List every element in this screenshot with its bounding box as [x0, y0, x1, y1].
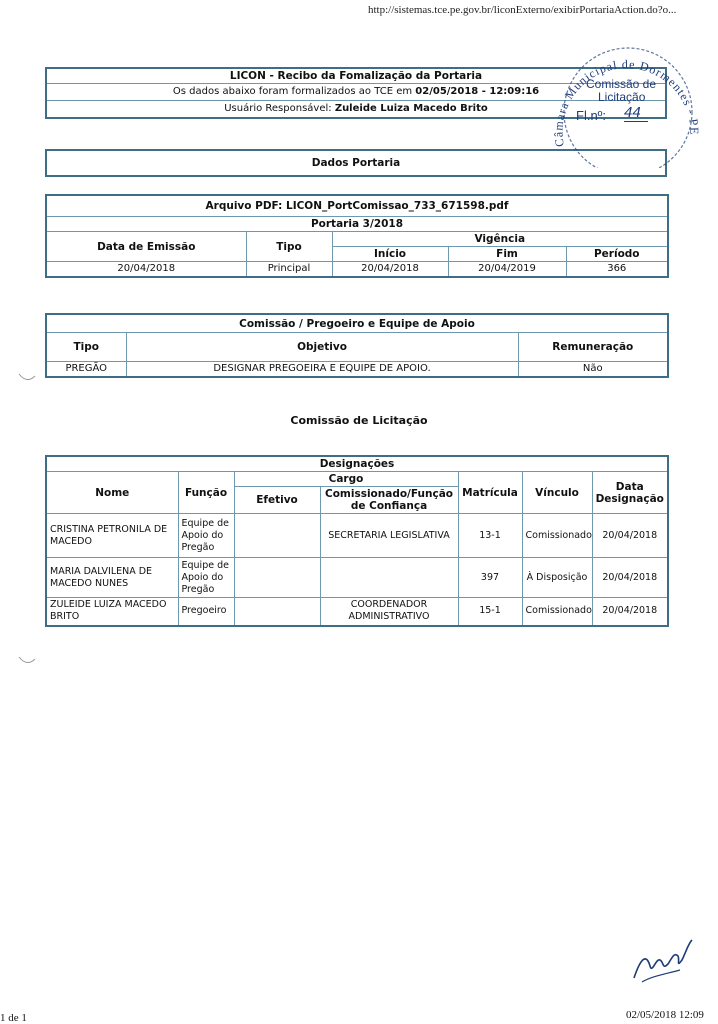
- funcao-cell: Equipe de Apoio do Pregão: [178, 514, 234, 558]
- matricula-cell: 397: [458, 558, 522, 598]
- col-data-designacao: Data Designação: [592, 472, 668, 514]
- punch-hole-icon: [18, 655, 36, 665]
- col-fim: Fim: [448, 247, 566, 262]
- col-objetivo: Objetivo: [126, 333, 518, 362]
- formalized-prefix: Os dados abaixo foram formalizados ao TCE em: [172, 86, 413, 97]
- licitacao-title: Comissão de Licitação: [290, 414, 428, 427]
- stamp-ring-text: Câmara Municipal de Dormentes - PE: [551, 57, 702, 148]
- user-prefix: Usuário Responsável:: [224, 103, 332, 114]
- objetivo-value: DESIGNAR PREGOEIRA E EQUIPE DE APOIO.: [126, 362, 518, 378]
- table-row: [46, 598, 668, 626]
- nome-cell: CRISTINA PETRONILA DE MACEDO: [46, 514, 178, 558]
- matricula-cell: 15-1: [458, 598, 522, 626]
- col-nome: Nome: [46, 472, 178, 514]
- col-efetivo: Efetivo: [234, 487, 320, 514]
- efetivo-cell: [234, 514, 320, 558]
- funcao-cell: Equipe de Apoio do Pregão: [178, 558, 234, 598]
- designacoes-title: Designações: [46, 456, 668, 472]
- receipt-title: LICON - Recibo da Fomalização da Portaria: [46, 68, 666, 84]
- table-row: [46, 514, 668, 558]
- data-cell: 20/04/2018: [592, 558, 668, 598]
- col-data-emissao: Data de Emissão: [46, 232, 246, 262]
- comissionado-cell: SECRETARIA LEGISLATIVA: [320, 514, 458, 558]
- dados-portaria-title: Dados Portaria: [46, 150, 666, 176]
- vinculo-cell: Comissionado: [522, 514, 592, 558]
- col-inicio: Início: [332, 247, 448, 262]
- tipo-value: Principal: [246, 262, 332, 278]
- data-emissao-value: 20/04/2018: [46, 262, 246, 278]
- print-datetime: 02/05/2018 12:09: [626, 1009, 704, 1021]
- matricula-cell: 13-1: [458, 514, 522, 558]
- comissao-title: Comissão / Pregoeiro e Equipe de Apoio: [46, 314, 668, 333]
- comissao-tipo-value: PREGÃO: [46, 362, 126, 378]
- col-cargo: Cargo: [234, 472, 458, 487]
- col-comissao-tipo: Tipo: [46, 333, 126, 362]
- table-row: [46, 558, 668, 598]
- col-funcao: Função: [178, 472, 234, 514]
- col-vinculo: Vínculo: [522, 472, 592, 514]
- comissionado-cell: COORDENADOR ADMINISTRATIVO: [320, 598, 458, 626]
- stamp-line1: Comissão de: [586, 77, 657, 91]
- efetivo-cell: [234, 558, 320, 598]
- data-cell: 20/04/2018: [592, 514, 668, 558]
- responsible-user: Zuleide Luiza Macedo Brito: [334, 103, 488, 114]
- comissionado-cell: [320, 558, 458, 598]
- formalized-datetime: 02/05/2018 - 12:09:16: [415, 86, 540, 97]
- remuneracao-value: Não: [518, 362, 668, 378]
- stamp-fl-label: Fl.nº:: [576, 108, 607, 123]
- periodo-value: 366: [566, 262, 668, 278]
- col-matricula: Matrícula: [458, 472, 522, 514]
- col-tipo: Tipo: [246, 232, 332, 262]
- nome-cell: MARIA DALVILENA DE MACEDO NUNES: [46, 558, 178, 598]
- stamp-fl-value: 44: [624, 104, 648, 122]
- funcao-cell: Pregoeiro: [178, 598, 234, 626]
- page-url: http://sistemas.tce.pe.gov.br/liconExterno/exibirPortariaAction.do?o...: [368, 4, 677, 16]
- punch-hole-icon: [18, 372, 36, 382]
- stamp-line2: Licitação: [598, 90, 646, 104]
- col-comissionado: Comissionado/Função de Confiança: [320, 487, 458, 514]
- nome-cell: ZULEIDE LUIZA MACEDO BRITO: [46, 598, 178, 626]
- signature-icon: [628, 930, 698, 990]
- page-number: 1 de 1: [0, 1012, 27, 1024]
- designacoes-table: [45, 455, 669, 627]
- vinculo-cell: Comissionado: [522, 598, 592, 626]
- commission-stamp: [542, 28, 702, 168]
- portaria-table: [45, 194, 669, 278]
- comissao-table: [45, 313, 669, 378]
- data-cell: 20/04/2018: [592, 598, 668, 626]
- efetivo-cell: [234, 598, 320, 626]
- vinculo-cell: À Disposição: [522, 558, 592, 598]
- inicio-value: 20/04/2018: [332, 262, 448, 278]
- col-vigencia: Vigência: [332, 232, 668, 247]
- arquivo-pdf: Arquivo PDF: LICON_PortComissao_733_671598.pdf: [46, 195, 668, 217]
- col-remuneracao: Remuneração: [518, 333, 668, 362]
- col-periodo: Período: [566, 247, 668, 262]
- portaria-number: Portaria 3/2018: [46, 217, 668, 232]
- fim-value: 20/04/2019: [448, 262, 566, 278]
